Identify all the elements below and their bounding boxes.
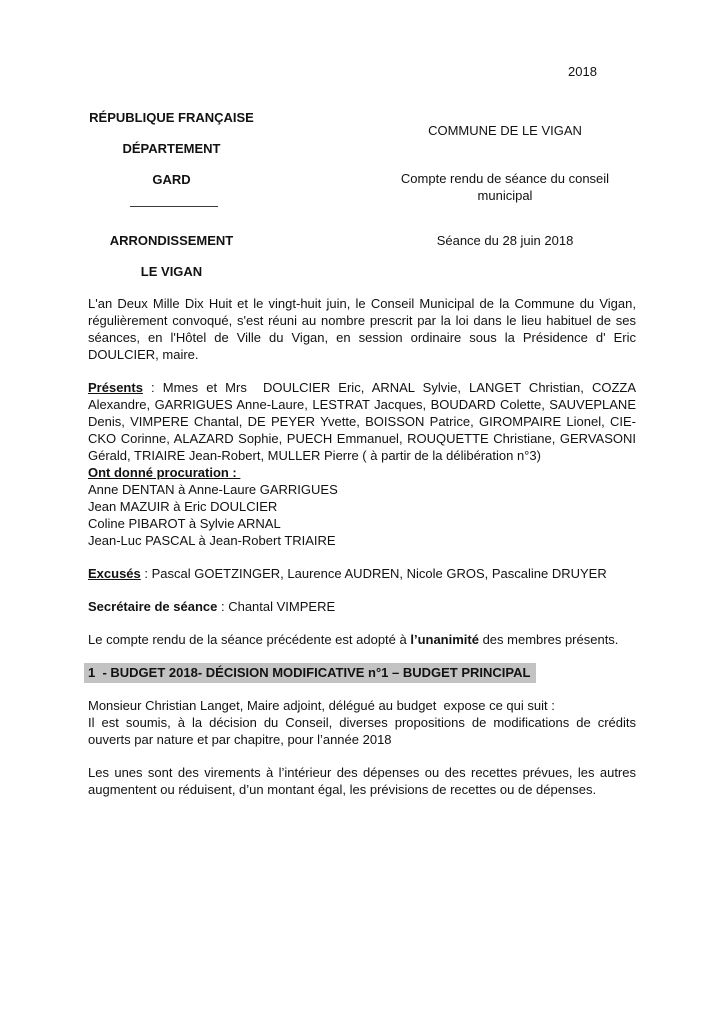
excuses-text: : Pascal GOETZINGER, Laurence AUDREN, Nicole GROS, Pascaline DRUYER [140,566,607,581]
section-1-paragraph-2: Les unes sont des virements à l’intérieur des dépenses ou des recettes prévues, les autres augmentent ou réduisent, d’un montant égal, les prévisions de recettes ou de dépenses. [88,765,636,797]
excuses-label: Excusés [88,566,141,581]
header-commune: COMMUNE DE LE VIGAN [428,123,582,138]
presents-text: : Mmes et Mrs DOULCIER Eric, ARNAL Sylvie, LANGET Christian, COZZA Alexandre, GARRIGUES Anne-Laure, LESTRAT Jacques, BOUDARD Colette, SAUVEPLANE Denis, VIMPERE Chantal, DE PEYER Yvette, BOISSON Patrice, GIROMPAIRE Lionel, CIE-CKO Corinne, ALAZARD Sophie, PUECH Emmanuel, ROUQUETTE Christiane, GERVASONI Gérald, TRIAIRE Jean-Robert, MULLER Pierre ( à partir de la délibération n°3) [88,380,636,463]
adoption-emphasis: l’unanimité [410,632,479,647]
page-year: 2018 [568,64,597,79]
procuration-line: Jean MAZUIR à Eric DOULCIER [88,499,278,514]
intro-paragraph: L'an Deux Mille Dix Huit et le vingt-huit juin, le Conseil Municipal de la Commune du Vigan, régulièrement convoqué, s'est réuni au nombre prescrit par la loi dans le lieu habituel de ses séances, en l'Hôtel de Ville du Vigan, en session ordinaire sous la Présidence d' Eric DOULCIER, maire. [88,296,636,362]
secretaire-line [88,598,636,615]
adoption-pre: Le compte rendu de la séance précédente est adopté à [88,632,411,647]
section-1-paragraph-1-line-1: Monsieur Christian Langet, Maire adjoint, délégué au budget expose ce qui suit : [88,698,555,713]
section-1-paragraph-1: Il est soumis, à la décision du Conseil, diverses propositions de modifications de crédits ouverts par nature et par chapitre, pour l’année 2018 [88,715,636,747]
section-1-heading-text: 1 - BUDGET 2018- DÉCISION MODIFICATIVE n°1 – BUDGET PRINCIPAL [84,663,536,683]
adoption-post: des membres présents. [478,632,619,647]
header-republique: RÉPUBLIQUE FRANÇAISE [89,110,254,125]
section-1-heading [88,664,636,681]
presents-paragraph [88,379,636,464]
adoption-line [88,631,636,648]
header-departement: DÉPARTEMENT [122,141,221,156]
session-date: Séance du 28 juin 2018 [436,233,574,248]
secretaire-text: : Chantal VIMPERE [217,599,336,614]
secretaire-label: Secrétaire de séance [88,599,218,614]
document-body [88,295,636,798]
excuses-line [88,565,636,582]
header-divider-line [130,206,218,207]
header-arrondissement: ARRONDISSEMENT [109,233,234,248]
header-gard: GARD [152,172,191,187]
document-title: Compte rendu de séance du conseil municipal [400,171,610,203]
presents-label: Présents [88,380,143,395]
procuration-line: Jean-Luc PASCAL à Jean-Robert TRIAIRE [88,533,336,548]
procuration-label: Ont donné procuration : [88,465,241,480]
procuration-line: Anne DENTAN à Anne-Laure GARRIGUES [88,482,338,497]
procuration-line: Coline PIBAROT à Sylvie ARNAL [88,516,281,531]
header-le-vigan: LE VIGAN [140,264,203,279]
